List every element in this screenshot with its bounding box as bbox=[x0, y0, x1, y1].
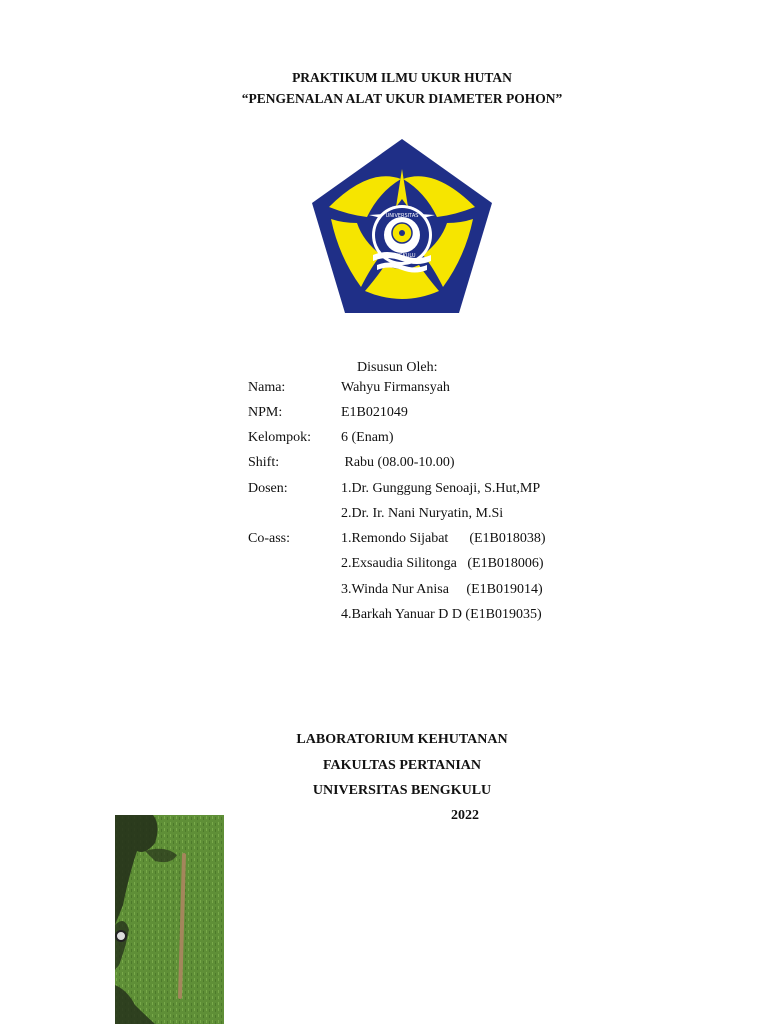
shift-label: Shift: bbox=[248, 455, 280, 470]
name-label: Nama: bbox=[248, 380, 286, 395]
logo-ring-text-bottom: BENGKULU bbox=[388, 253, 416, 259]
name-value: Wahyu Firmansyah bbox=[341, 380, 450, 395]
footer-laboratory: LABORATORIUM KEHUTANAN bbox=[296, 732, 508, 747]
footer-faculty: FAKULTAS PERTANIAN bbox=[322, 758, 482, 773]
university-logo-icon bbox=[309, 137, 495, 315]
lecturer-item: 1.Dr. Gunggung Senoaji, S.Hut,MP bbox=[341, 481, 541, 496]
footer-university: UNIVERSITAS BENGKULU bbox=[312, 783, 492, 798]
document-title-line-1: PRAKTIKUM ILMU UKUR HUTAN bbox=[292, 70, 512, 85]
coass-item: 1.Remondo Sijabat (E1B018038) bbox=[341, 531, 546, 546]
lecturer-label: Dosen: bbox=[248, 481, 288, 496]
coass-item: 3.Winda Nur Anisa (E1B019014) bbox=[341, 582, 543, 597]
lecturer-item: 2.Dr. Ir. Nani Nuryatin, M.Si bbox=[341, 506, 504, 521]
npm-label: NPM: bbox=[248, 405, 283, 420]
author-heading: Disusun Oleh: bbox=[357, 360, 438, 375]
document-title-line-2: “PENGENALAN ALAT UKUR DIAMETER POHON” bbox=[241, 91, 563, 106]
footer-year: 2022 bbox=[451, 808, 479, 823]
coass-item: 4.Barkah Yanuar D D (E1B019035) bbox=[341, 607, 542, 622]
coass-item: 2.Exsaudia Silitonga (E1B018006) bbox=[341, 556, 544, 571]
shift-value: Rabu (08.00-10.00) bbox=[341, 455, 455, 470]
grass-photo-icon bbox=[115, 815, 224, 1024]
group-label: Kelompok: bbox=[248, 430, 311, 445]
coass-label: Co-ass: bbox=[248, 531, 290, 546]
npm-value: E1B021049 bbox=[341, 405, 408, 420]
group-value: 6 (Enam) bbox=[341, 430, 394, 445]
logo-ring-text-top: UNIVERSITAS bbox=[385, 213, 419, 219]
